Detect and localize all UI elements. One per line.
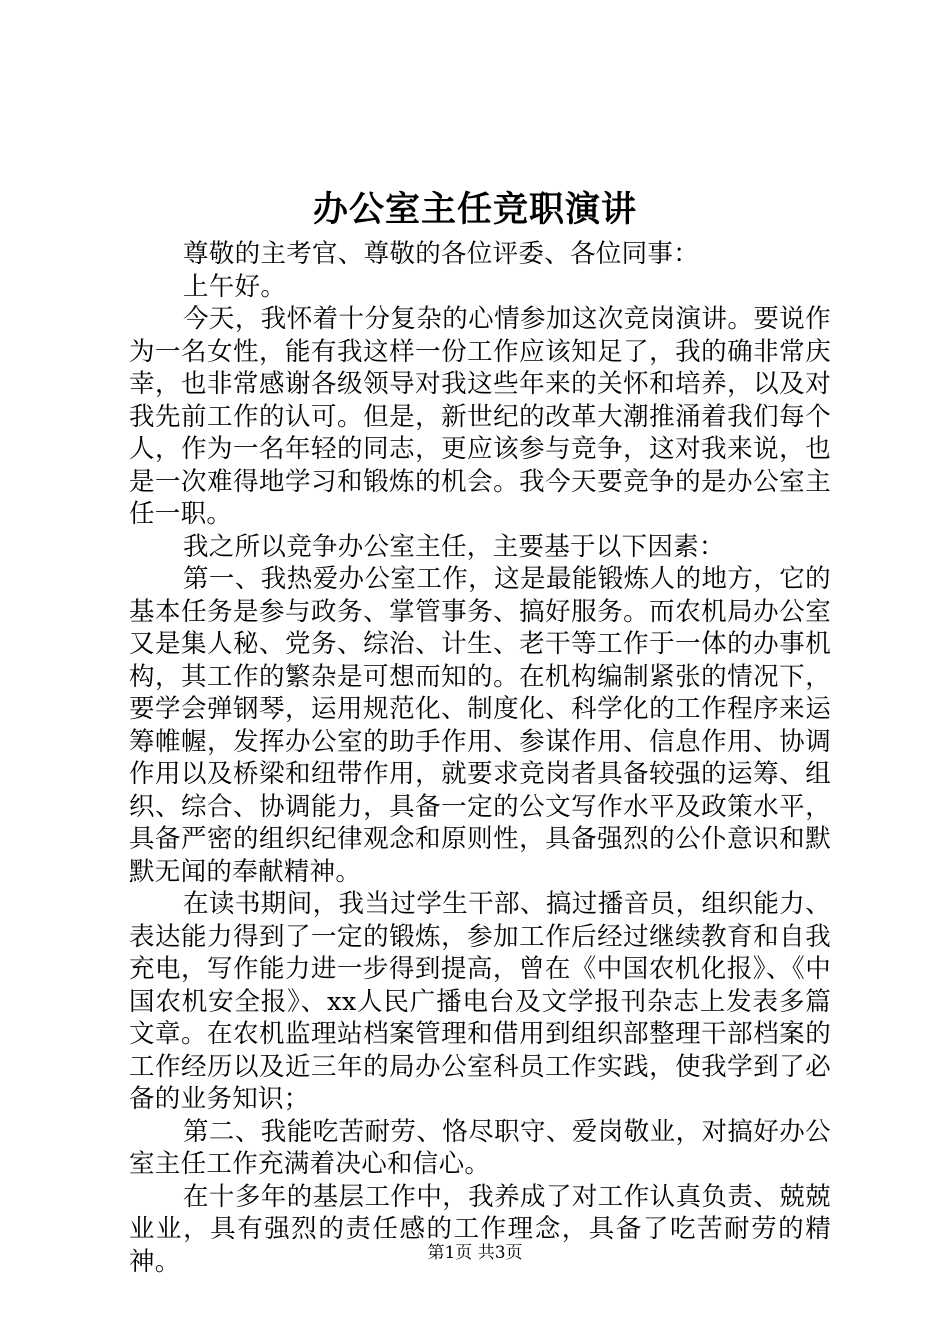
salutation-paragraph: 尊敬的主考官、尊敬的各位评委、各位同事： (183, 239, 700, 269)
body-paragraph: 今天，我怀着十分复杂的心情参加这次竞岗演讲。要说作为一名女性，能有我这样一份工作应该知足了，我的确非常庆幸，也非常感谢各级领导对我这些年来的关怀和培养，以及对我先前工作的认可。但是，新世纪的改革大潮推涌着我们每个人，作为一名年轻的同志，更应该参与竞争，这对我来说，也是一次难得地学习和锻炼的机会。我今天要竞争的是办公室主任一职。 (129, 304, 831, 529)
document-body (129, 238, 831, 1278)
greeting-paragraph: 上午好。 (183, 271, 287, 302)
page-number-footer: 第1页 共3页 (427, 1243, 523, 1263)
body-paragraph: 第二、我能吃苦耐劳、恪尽职守、爱岗敬业，对搞好办公室主任工作充满着决心和信心。 (129, 1116, 831, 1179)
body-paragraph: 在十多年的基层工作中，我养成了对工作认真负责、兢兢业业，具有强烈的责任感的工作理念，具备了吃苦耐劳的精神。 (129, 1181, 831, 1277)
body-paragraph: 在读书期间，我当过学生干部、搞过播音员，组织能力、表达能力得到了一定的锻炼，参加工作后经过继续教育和自我充电，写作能力进一步得到提高，曾在《中国农机化报》、《中国农机安全报》、xx人民广播电台及文学报刊杂志上发表多篇文章。在农机监理站档案管理和借用到组织部整理干部档案的工作经历以及近三年的局办公室科员工作实践，使我学到了必备的业务知识； (129, 889, 831, 1114)
page-title: 办公室主任竞职演讲 (312, 189, 637, 230)
body-paragraph: 第一、我热爱办公室工作，这是最能锻炼人的地方，它的基本任务是参与政务、掌管事务、搞好服务。而农机局办公室又是集人秘、党务、综治、计生、老干等工作于一体的办事机构，其工作的繁杂是可想而知的。在机构编制紧张的情况下，要学会弹钢琴，运用规范化、制度化、科学化的工作程序来运筹帷幄，发挥办公室的助手作用、参谋作用、信息作用、协调作用以及桥梁和纽带作用，就要求竞岗者具备较强的运筹、组织、综合、协调能力，具备一定的公文写作水平及政策水平，具备严密的组织纪律观念和原则性，具备强烈的公仆意识和默默无闻的奉献精神。 (129, 564, 831, 887)
body-paragraph: 我之所以竞争办公室主任，主要基于以下因素： (183, 531, 725, 562)
